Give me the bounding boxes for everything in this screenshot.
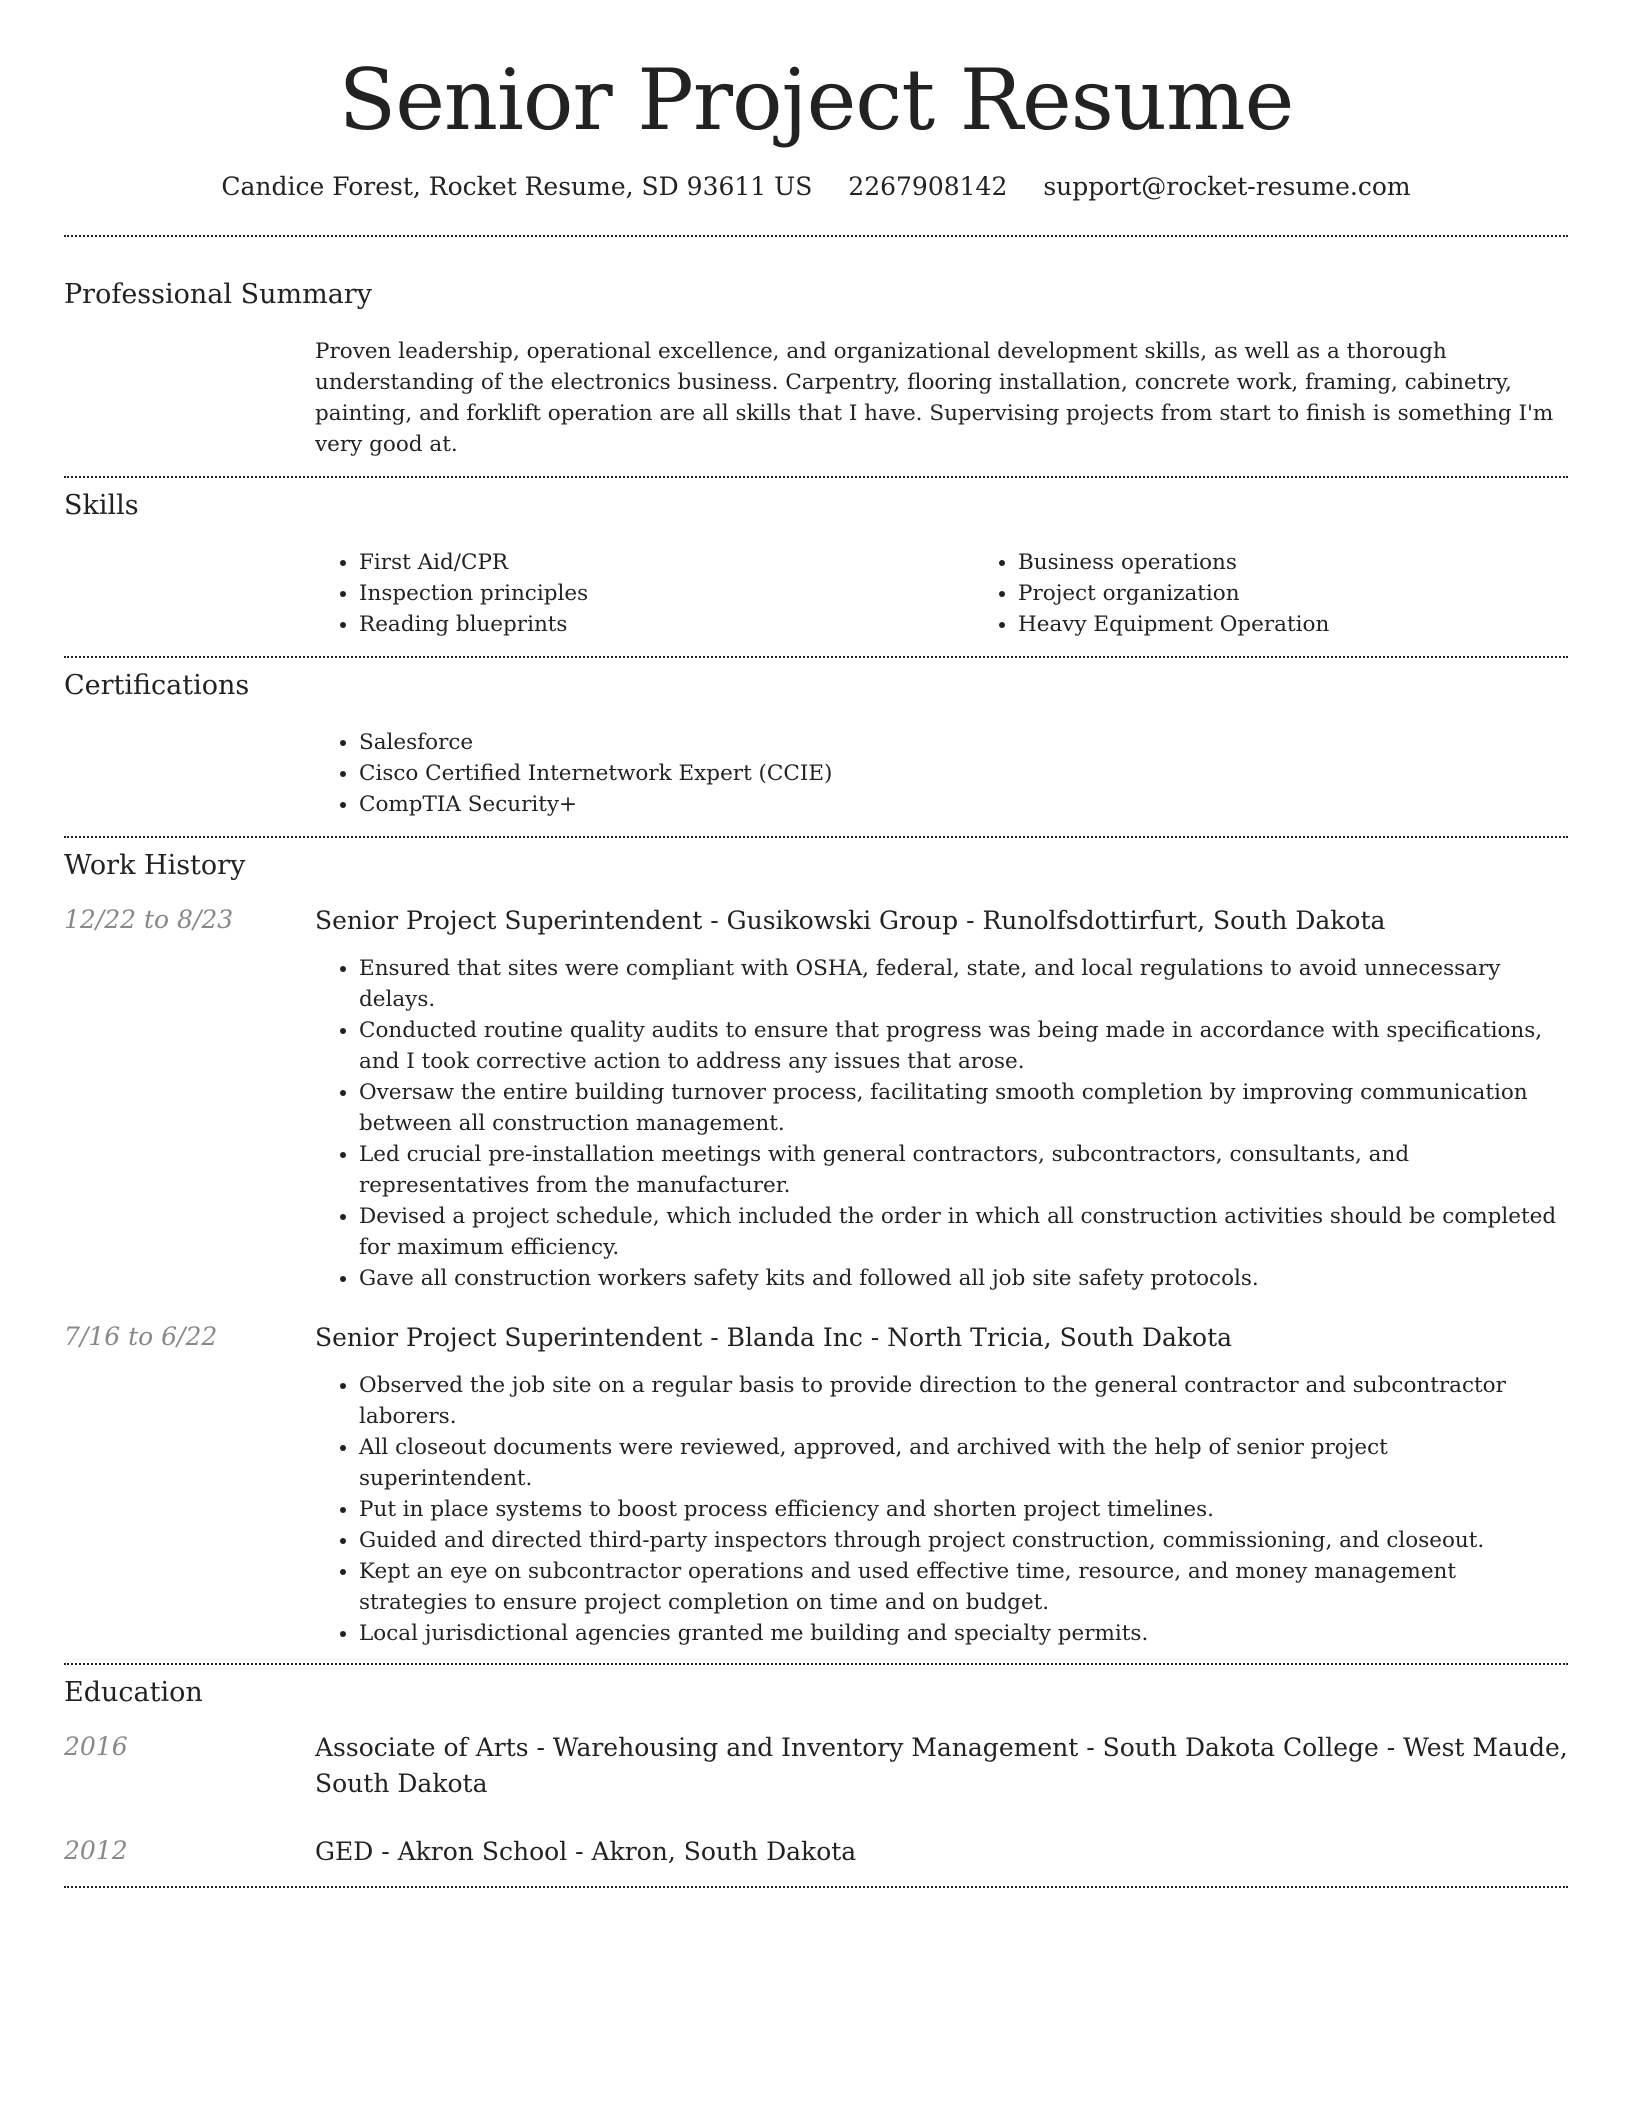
certification-item: • Cisco Certified Internetwork Expert (CCIE): [359, 758, 1568, 789]
job-bullet: • Devised a project schedule, which included the order in which all construction activities should be completed for maximum efficiency.: [359, 1201, 1568, 1263]
contact-email: support@rocket-resume.com: [1043, 172, 1411, 201]
skill-item: • Business operations: [1018, 547, 1632, 578]
contact-address: Candice Forest, Rocket Resume, SD 93611 US: [221, 172, 813, 201]
job-title: Senior Project Superintendent - Gusikowski Group - Runolfsdottirfurt, South Dakota: [315, 906, 1386, 935]
job-entry: [64, 1320, 1568, 1649]
skill-item: • Project organization: [1018, 578, 1632, 609]
job-bullet: • Kept an eye on subcontractor operations and used effective time, resource, and money management strategies to ensure project completion on time and on budget.: [359, 1556, 1568, 1618]
section-title-education: Education: [64, 1677, 203, 1708]
divider: [64, 1886, 1568, 1888]
contact-line: [64, 172, 1568, 201]
job-bullet: • All closeout documents were reviewed, approved, and archived with the help of senior project superintendent.: [359, 1432, 1568, 1494]
skill-item: • Reading blueprints: [359, 609, 974, 640]
job-bullet: • Put in place systems to boost process efficiency and shorten project timelines.: [359, 1494, 1568, 1525]
section-title-certifications: Certifications: [64, 670, 250, 701]
education-entry: [64, 1730, 1568, 1802]
skill-item: • Inspection principles: [359, 578, 974, 609]
work-history-section: [64, 838, 1568, 1663]
resume-title: Senior Project Resume: [338, 51, 1294, 149]
education-year: 2012: [64, 1836, 128, 1865]
skill-item: • First Aid/CPR: [359, 547, 974, 578]
job-dates: 7/16 to 6/22: [64, 1322, 218, 1351]
job-bullet: • Oversaw the entire building turnover process, facilitating smooth completion by improving communication between all construction management.: [359, 1077, 1568, 1139]
job-bullets: [315, 953, 1568, 1294]
education-section: [64, 1665, 1568, 1886]
education-year: 2016: [64, 1732, 128, 1761]
education-entry: [64, 1834, 1568, 1870]
job-bullet: • Observed the job site on a regular basis to provide direction to the general contractor and subcontractor laborers.: [359, 1370, 1568, 1432]
job-bullets: [315, 1370, 1568, 1649]
job-title: Senior Project Superintendent - Blanda Inc - North Tricia, South Dakota: [315, 1323, 1233, 1352]
education-title: GED - Akron School - Akron, South Dakota: [315, 1837, 857, 1866]
skills-list-right: [974, 547, 1632, 640]
section-title-summary: Professional Summary: [64, 279, 372, 310]
skills-grid: [315, 547, 1632, 640]
job-bullet: • Local jurisdictional agencies granted me building and specialty permits.: [359, 1618, 1568, 1649]
summary-text: Proven leadership, operational excellence, and organizational development skills, as well as a thorough understanding of the electronics business. Carpentry, flooring installation, concrete work, framing, cabinetry, painting, and forklift operation are all skills that I have. Supervising projects from start to finish is something I'm very good at.: [315, 339, 1554, 457]
skills-section: [64, 478, 1568, 656]
job-bullet: • Conducted routine quality audits to ensure that progress was being made in accordance with specifications, and I took corrective action to address any issues that arose.: [359, 1015, 1568, 1077]
certification-item: • Salesforce: [359, 727, 1568, 758]
certifications-section: [64, 658, 1568, 836]
job-bullet: • Ensured that sites were compliant with OSHA, federal, state, and local regulations to avoid unnecessary delays.: [359, 953, 1568, 1015]
job-bullet: • Guided and directed third-party inspectors through project construction, commissioning, and closeout.: [359, 1525, 1568, 1556]
job-dates: 12/22 to 8/23: [64, 905, 234, 934]
skills-list-left: [315, 547, 974, 640]
summary-section: [64, 237, 1568, 476]
job-bullet: • Led crucial pre-installation meetings with general contractors, subcontractors, consultants, and representatives from the manufacturer.: [359, 1139, 1568, 1201]
section-title-work-history: Work History: [64, 850, 246, 881]
certification-item: • CompTIA Security+: [359, 789, 1568, 820]
skill-item: • Heavy Equipment Operation: [1018, 609, 1632, 640]
education-title: Associate of Arts - Warehousing and Inventory Management - South Dakota College - West Maude, South Dakota: [315, 1733, 1568, 1798]
contact-phone: 2267908142: [848, 172, 1008, 201]
job-bullet: • Gave all construction workers safety kits and followed all job site safety protocols.: [359, 1263, 1568, 1294]
section-title-skills: Skills: [64, 490, 139, 521]
certifications-list: [315, 727, 1568, 820]
job-entry: [64, 903, 1568, 1294]
